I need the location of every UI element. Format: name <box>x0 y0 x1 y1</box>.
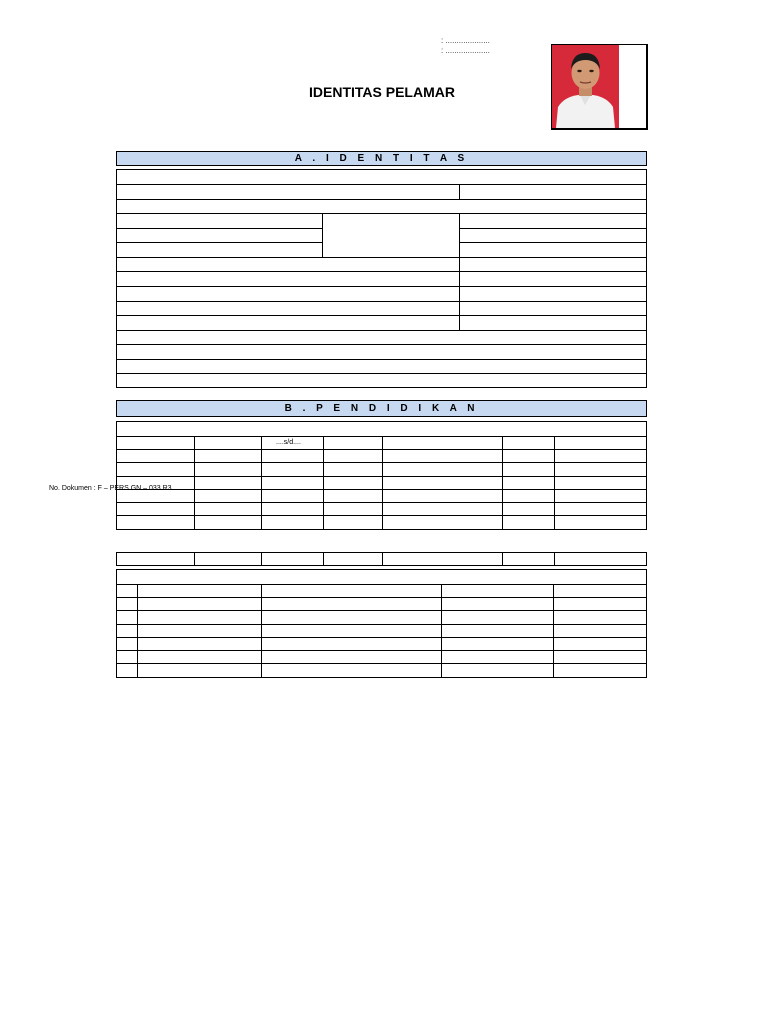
header-dotted-field-2: : .................... <box>441 46 490 55</box>
section-b-header: B . P E N D I D I K A N <box>116 400 647 417</box>
document-number: No. Dokumen : F – PERS.GN – 033.R3 <box>49 485 172 492</box>
page-title: IDENTITAS PELAMAR <box>309 84 455 100</box>
pendidikan-extra-row <box>116 552 647 566</box>
identitas-table <box>116 169 647 388</box>
header-dotted-field-1: : .................... <box>441 36 490 45</box>
section-a-header: A . I D E N T I T A S <box>116 151 647 166</box>
period-label: ....s/d.... <box>276 439 301 446</box>
applicant-photo <box>552 45 619 128</box>
lower-table <box>116 569 647 678</box>
applicant-photo-icon <box>552 45 619 128</box>
pendidikan-table <box>116 421 647 530</box>
